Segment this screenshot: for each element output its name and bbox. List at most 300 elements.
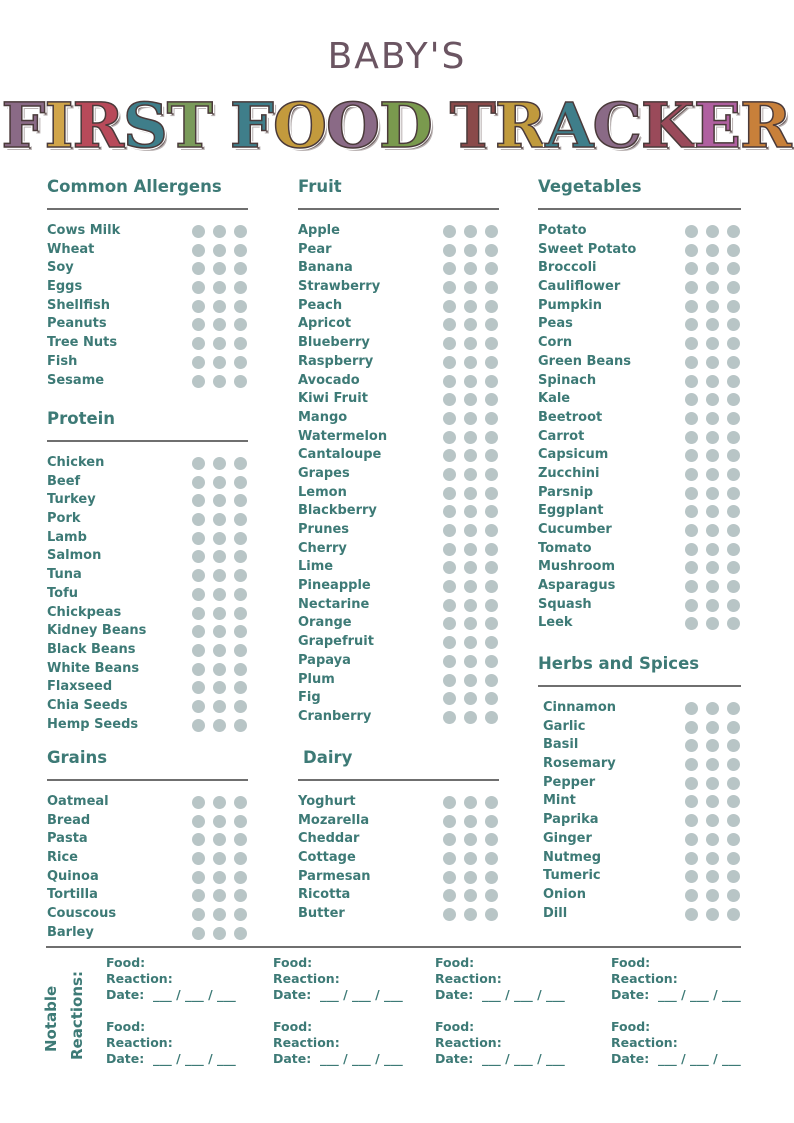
tried-checkbox-1[interactable]	[192, 927, 205, 940]
tried-checkbox-3[interactable]	[485, 796, 498, 809]
tried-checkbox-2[interactable]	[464, 815, 477, 828]
tried-checkbox-1[interactable]	[685, 262, 698, 275]
tried-checkbox-1[interactable]	[192, 719, 205, 732]
tried-checkbox-3[interactable]	[234, 318, 247, 331]
tried-checkbox-3[interactable]	[485, 487, 498, 500]
tried-checkbox-2[interactable]	[464, 711, 477, 724]
tried-checkbox-3[interactable]	[727, 889, 740, 902]
tried-checkbox-1[interactable]	[685, 431, 698, 444]
tried-checkbox-2[interactable]	[464, 636, 477, 649]
tried-checkbox-2[interactable]	[213, 513, 226, 526]
tried-checkbox-1[interactable]	[443, 300, 456, 313]
tried-checkbox-3[interactable]	[485, 281, 498, 294]
tried-checkbox-3[interactable]	[485, 318, 498, 331]
tried-checkbox-3[interactable]	[234, 262, 247, 275]
tried-checkbox-1[interactable]	[685, 580, 698, 593]
tried-checkbox-3[interactable]	[485, 815, 498, 828]
tried-checkbox-2[interactable]	[213, 569, 226, 582]
tried-checkbox-2[interactable]	[213, 815, 226, 828]
tried-checkbox-1[interactable]	[443, 449, 456, 462]
tried-checkbox-1[interactable]	[443, 674, 456, 687]
tried-checkbox-2[interactable]	[213, 796, 226, 809]
tried-checkbox-2[interactable]	[706, 870, 719, 883]
tried-checkbox-2[interactable]	[706, 412, 719, 425]
tried-checkbox-2[interactable]	[706, 599, 719, 612]
tried-checkbox-2[interactable]	[706, 702, 719, 715]
tried-checkbox-3[interactable]	[485, 412, 498, 425]
tried-checkbox-3[interactable]	[234, 476, 247, 489]
tried-checkbox-2[interactable]	[213, 644, 226, 657]
tried-checkbox-1[interactable]	[192, 852, 205, 865]
tried-checkbox-1[interactable]	[443, 505, 456, 518]
tried-checkbox-1[interactable]	[443, 543, 456, 556]
tried-checkbox-2[interactable]	[706, 356, 719, 369]
tried-checkbox-1[interactable]	[443, 796, 456, 809]
tried-checkbox-3[interactable]	[485, 225, 498, 238]
tried-checkbox-1[interactable]	[443, 852, 456, 865]
tried-checkbox-3[interactable]	[234, 871, 247, 884]
tried-checkbox-1[interactable]	[192, 281, 205, 294]
tried-checkbox-2[interactable]	[213, 300, 226, 313]
tried-checkbox-1[interactable]	[443, 711, 456, 724]
tried-checkbox-1[interactable]	[685, 889, 698, 902]
tried-checkbox-1[interactable]	[443, 393, 456, 406]
tried-checkbox-1[interactable]	[443, 561, 456, 574]
tried-checkbox-3[interactable]	[485, 655, 498, 668]
tried-checkbox-1[interactable]	[192, 532, 205, 545]
tried-checkbox-3[interactable]	[234, 663, 247, 676]
tried-checkbox-1[interactable]	[685, 281, 698, 294]
tried-checkbox-2[interactable]	[464, 300, 477, 313]
tried-checkbox-3[interactable]	[727, 356, 740, 369]
tried-checkbox-2[interactable]	[706, 244, 719, 257]
tried-checkbox-3[interactable]	[234, 625, 247, 638]
tried-checkbox-2[interactable]	[213, 375, 226, 388]
tried-checkbox-2[interactable]	[706, 777, 719, 790]
tried-checkbox-2[interactable]	[213, 337, 226, 350]
tried-checkbox-1[interactable]	[685, 487, 698, 500]
tried-checkbox-3[interactable]	[727, 244, 740, 257]
tried-checkbox-3[interactable]	[727, 318, 740, 331]
tried-checkbox-3[interactable]	[727, 599, 740, 612]
tried-checkbox-2[interactable]	[464, 871, 477, 884]
tried-checkbox-3[interactable]	[727, 721, 740, 734]
tried-checkbox-1[interactable]	[685, 908, 698, 921]
tried-checkbox-2[interactable]	[464, 468, 477, 481]
tried-checkbox-1[interactable]	[443, 833, 456, 846]
tried-checkbox-3[interactable]	[727, 468, 740, 481]
tried-checkbox-2[interactable]	[213, 457, 226, 470]
tried-checkbox-2[interactable]	[464, 692, 477, 705]
tried-checkbox-1[interactable]	[192, 569, 205, 582]
tried-checkbox-3[interactable]	[485, 337, 498, 350]
tried-checkbox-1[interactable]	[443, 281, 456, 294]
tried-checkbox-3[interactable]	[727, 225, 740, 238]
tried-checkbox-3[interactable]	[485, 889, 498, 902]
tried-checkbox-3[interactable]	[727, 431, 740, 444]
tried-checkbox-3[interactable]	[485, 711, 498, 724]
tried-checkbox-3[interactable]	[234, 244, 247, 257]
tried-checkbox-3[interactable]	[234, 550, 247, 563]
tried-checkbox-3[interactable]	[234, 815, 247, 828]
tried-checkbox-3[interactable]	[727, 833, 740, 846]
tried-checkbox-3[interactable]	[234, 719, 247, 732]
tried-checkbox-1[interactable]	[685, 599, 698, 612]
tried-checkbox-3[interactable]	[485, 300, 498, 313]
tried-checkbox-1[interactable]	[685, 412, 698, 425]
tried-checkbox-1[interactable]	[443, 487, 456, 500]
tried-checkbox-3[interactable]	[727, 870, 740, 883]
tried-checkbox-2[interactable]	[464, 393, 477, 406]
tried-checkbox-1[interactable]	[685, 833, 698, 846]
tried-checkbox-2[interactable]	[706, 795, 719, 808]
tried-checkbox-1[interactable]	[685, 393, 698, 406]
tried-checkbox-1[interactable]	[192, 262, 205, 275]
tried-checkbox-3[interactable]	[234, 796, 247, 809]
tried-checkbox-2[interactable]	[464, 655, 477, 668]
tried-checkbox-3[interactable]	[234, 644, 247, 657]
tried-checkbox-2[interactable]	[706, 833, 719, 846]
tried-checkbox-2[interactable]	[706, 908, 719, 921]
tried-checkbox-1[interactable]	[443, 524, 456, 537]
tried-checkbox-3[interactable]	[727, 524, 740, 537]
tried-checkbox-2[interactable]	[213, 700, 226, 713]
tried-checkbox-1[interactable]	[443, 889, 456, 902]
tried-checkbox-2[interactable]	[706, 505, 719, 518]
tried-checkbox-1[interactable]	[443, 468, 456, 481]
tried-checkbox-3[interactable]	[485, 468, 498, 481]
tried-checkbox-1[interactable]	[443, 412, 456, 425]
tried-checkbox-2[interactable]	[464, 487, 477, 500]
tried-checkbox-1[interactable]	[192, 663, 205, 676]
tried-checkbox-2[interactable]	[213, 356, 226, 369]
tried-checkbox-1[interactable]	[192, 908, 205, 921]
tried-checkbox-1[interactable]	[192, 588, 205, 601]
tried-checkbox-1[interactable]	[192, 513, 205, 526]
tried-checkbox-3[interactable]	[485, 636, 498, 649]
tried-checkbox-3[interactable]	[485, 852, 498, 865]
tried-checkbox-3[interactable]	[485, 449, 498, 462]
tried-checkbox-2[interactable]	[706, 580, 719, 593]
tried-checkbox-3[interactable]	[485, 580, 498, 593]
tried-checkbox-2[interactable]	[706, 852, 719, 865]
tried-checkbox-2[interactable]	[706, 393, 719, 406]
tried-checkbox-2[interactable]	[464, 852, 477, 865]
tried-checkbox-2[interactable]	[706, 449, 719, 462]
tried-checkbox-2[interactable]	[213, 550, 226, 563]
tried-checkbox-3[interactable]	[727, 561, 740, 574]
tried-checkbox-3[interactable]	[727, 375, 740, 388]
tried-checkbox-2[interactable]	[213, 908, 226, 921]
tried-checkbox-2[interactable]	[464, 543, 477, 556]
tried-checkbox-2[interactable]	[706, 739, 719, 752]
tried-checkbox-3[interactable]	[234, 700, 247, 713]
tried-checkbox-2[interactable]	[706, 721, 719, 734]
tried-checkbox-1[interactable]	[685, 375, 698, 388]
tried-checkbox-1[interactable]	[443, 655, 456, 668]
tried-checkbox-3[interactable]	[485, 561, 498, 574]
tried-checkbox-3[interactable]	[234, 852, 247, 865]
tried-checkbox-3[interactable]	[234, 569, 247, 582]
tried-checkbox-1[interactable]	[443, 692, 456, 705]
tried-checkbox-1[interactable]	[685, 795, 698, 808]
tried-checkbox-1[interactable]	[685, 524, 698, 537]
tried-checkbox-1[interactable]	[192, 871, 205, 884]
tried-checkbox-2[interactable]	[213, 681, 226, 694]
tried-checkbox-3[interactable]	[727, 412, 740, 425]
tried-checkbox-1[interactable]	[192, 550, 205, 563]
tried-checkbox-2[interactable]	[464, 337, 477, 350]
tried-checkbox-3[interactable]	[727, 300, 740, 313]
tried-checkbox-3[interactable]	[727, 908, 740, 921]
tried-checkbox-2[interactable]	[706, 337, 719, 350]
tried-checkbox-1[interactable]	[192, 244, 205, 257]
tried-checkbox-2[interactable]	[213, 318, 226, 331]
tried-checkbox-3[interactable]	[485, 674, 498, 687]
tried-checkbox-3[interactable]	[485, 599, 498, 612]
tried-checkbox-2[interactable]	[706, 758, 719, 771]
tried-checkbox-3[interactable]	[234, 337, 247, 350]
tried-checkbox-2[interactable]	[706, 300, 719, 313]
tried-checkbox-2[interactable]	[464, 449, 477, 462]
tried-checkbox-3[interactable]	[234, 532, 247, 545]
tried-checkbox-2[interactable]	[213, 927, 226, 940]
tried-checkbox-1[interactable]	[685, 300, 698, 313]
tried-checkbox-1[interactable]	[443, 617, 456, 630]
tried-checkbox-3[interactable]	[485, 543, 498, 556]
tried-checkbox-1[interactable]	[685, 758, 698, 771]
tried-checkbox-3[interactable]	[485, 505, 498, 518]
tried-checkbox-2[interactable]	[706, 468, 719, 481]
tried-checkbox-2[interactable]	[213, 625, 226, 638]
tried-checkbox-2[interactable]	[464, 505, 477, 518]
tried-checkbox-1[interactable]	[685, 702, 698, 715]
tried-checkbox-2[interactable]	[706, 889, 719, 902]
tried-checkbox-2[interactable]	[213, 833, 226, 846]
tried-checkbox-3[interactable]	[727, 814, 740, 827]
tried-checkbox-2[interactable]	[464, 431, 477, 444]
tried-checkbox-2[interactable]	[706, 281, 719, 294]
tried-checkbox-1[interactable]	[192, 356, 205, 369]
tried-checkbox-1[interactable]	[443, 908, 456, 921]
tried-checkbox-1[interactable]	[443, 244, 456, 257]
tried-checkbox-3[interactable]	[485, 908, 498, 921]
tried-checkbox-2[interactable]	[464, 356, 477, 369]
tried-checkbox-1[interactable]	[443, 636, 456, 649]
tried-checkbox-1[interactable]	[443, 580, 456, 593]
tried-checkbox-1[interactable]	[443, 337, 456, 350]
tried-checkbox-1[interactable]	[192, 625, 205, 638]
tried-checkbox-3[interactable]	[727, 337, 740, 350]
tried-checkbox-2[interactable]	[213, 871, 226, 884]
tried-checkbox-2[interactable]	[464, 412, 477, 425]
tried-checkbox-3[interactable]	[727, 393, 740, 406]
tried-checkbox-2[interactable]	[464, 908, 477, 921]
tried-checkbox-3[interactable]	[727, 505, 740, 518]
tried-checkbox-1[interactable]	[685, 449, 698, 462]
tried-checkbox-2[interactable]	[706, 431, 719, 444]
tried-checkbox-3[interactable]	[727, 543, 740, 556]
tried-checkbox-3[interactable]	[234, 513, 247, 526]
tried-checkbox-1[interactable]	[192, 457, 205, 470]
tried-checkbox-2[interactable]	[213, 532, 226, 545]
tried-checkbox-3[interactable]	[234, 225, 247, 238]
tried-checkbox-1[interactable]	[685, 721, 698, 734]
tried-checkbox-3[interactable]	[485, 431, 498, 444]
tried-checkbox-3[interactable]	[727, 617, 740, 630]
tried-checkbox-2[interactable]	[464, 375, 477, 388]
tried-checkbox-3[interactable]	[234, 927, 247, 940]
tried-checkbox-2[interactable]	[706, 318, 719, 331]
tried-checkbox-1[interactable]	[192, 607, 205, 620]
tried-checkbox-1[interactable]	[192, 225, 205, 238]
tried-checkbox-3[interactable]	[234, 375, 247, 388]
tried-checkbox-1[interactable]	[685, 739, 698, 752]
tried-checkbox-3[interactable]	[485, 356, 498, 369]
tried-checkbox-2[interactable]	[706, 543, 719, 556]
tried-checkbox-2[interactable]	[464, 524, 477, 537]
tried-checkbox-3[interactable]	[234, 681, 247, 694]
tried-checkbox-1[interactable]	[443, 262, 456, 275]
tried-checkbox-2[interactable]	[213, 244, 226, 257]
tried-checkbox-1[interactable]	[685, 505, 698, 518]
tried-checkbox-1[interactable]	[685, 337, 698, 350]
tried-checkbox-1[interactable]	[192, 681, 205, 694]
tried-checkbox-1[interactable]	[685, 617, 698, 630]
tried-checkbox-2[interactable]	[464, 599, 477, 612]
tried-checkbox-3[interactable]	[727, 852, 740, 865]
tried-checkbox-2[interactable]	[464, 561, 477, 574]
tried-checkbox-1[interactable]	[685, 318, 698, 331]
tried-checkbox-2[interactable]	[213, 663, 226, 676]
tried-checkbox-1[interactable]	[443, 318, 456, 331]
tried-checkbox-1[interactable]	[192, 796, 205, 809]
tried-checkbox-2[interactable]	[464, 889, 477, 902]
tried-checkbox-1[interactable]	[685, 870, 698, 883]
tried-checkbox-1[interactable]	[192, 300, 205, 313]
tried-checkbox-2[interactable]	[706, 617, 719, 630]
tried-checkbox-2[interactable]	[464, 225, 477, 238]
tried-checkbox-2[interactable]	[706, 524, 719, 537]
tried-checkbox-3[interactable]	[485, 262, 498, 275]
tried-checkbox-1[interactable]	[192, 318, 205, 331]
tried-checkbox-1[interactable]	[685, 543, 698, 556]
tried-checkbox-2[interactable]	[464, 580, 477, 593]
tried-checkbox-3[interactable]	[485, 524, 498, 537]
tried-checkbox-1[interactable]	[192, 644, 205, 657]
tried-checkbox-1[interactable]	[685, 244, 698, 257]
tried-checkbox-1[interactable]	[685, 356, 698, 369]
tried-checkbox-2[interactable]	[213, 607, 226, 620]
tried-checkbox-3[interactable]	[727, 795, 740, 808]
tried-checkbox-1[interactable]	[192, 700, 205, 713]
tried-checkbox-3[interactable]	[234, 356, 247, 369]
tried-checkbox-1[interactable]	[192, 476, 205, 489]
tried-checkbox-3[interactable]	[234, 588, 247, 601]
tried-checkbox-3[interactable]	[727, 777, 740, 790]
tried-checkbox-3[interactable]	[234, 833, 247, 846]
tried-checkbox-3[interactable]	[485, 692, 498, 705]
tried-checkbox-3[interactable]	[727, 702, 740, 715]
tried-checkbox-1[interactable]	[443, 356, 456, 369]
tried-checkbox-1[interactable]	[685, 225, 698, 238]
tried-checkbox-1[interactable]	[685, 468, 698, 481]
tried-checkbox-3[interactable]	[727, 580, 740, 593]
tried-checkbox-2[interactable]	[213, 225, 226, 238]
tried-checkbox-2[interactable]	[213, 889, 226, 902]
tried-checkbox-1[interactable]	[685, 561, 698, 574]
tried-checkbox-3[interactable]	[234, 607, 247, 620]
tried-checkbox-2[interactable]	[464, 244, 477, 257]
tried-checkbox-2[interactable]	[706, 561, 719, 574]
tried-checkbox-3[interactable]	[234, 457, 247, 470]
tried-checkbox-2[interactable]	[706, 487, 719, 500]
tried-checkbox-3[interactable]	[234, 300, 247, 313]
tried-checkbox-3[interactable]	[485, 375, 498, 388]
tried-checkbox-3[interactable]	[727, 262, 740, 275]
tried-checkbox-2[interactable]	[213, 719, 226, 732]
tried-checkbox-2[interactable]	[706, 225, 719, 238]
tried-checkbox-1[interactable]	[685, 777, 698, 790]
tried-checkbox-2[interactable]	[706, 814, 719, 827]
tried-checkbox-3[interactable]	[727, 449, 740, 462]
tried-checkbox-1[interactable]	[685, 814, 698, 827]
tried-checkbox-3[interactable]	[234, 908, 247, 921]
tried-checkbox-1[interactable]	[192, 494, 205, 507]
tried-checkbox-2[interactable]	[706, 375, 719, 388]
tried-checkbox-2[interactable]	[213, 262, 226, 275]
tried-checkbox-2[interactable]	[213, 852, 226, 865]
tried-checkbox-3[interactable]	[727, 487, 740, 500]
tried-checkbox-1[interactable]	[443, 431, 456, 444]
tried-checkbox-3[interactable]	[485, 617, 498, 630]
tried-checkbox-3[interactable]	[234, 494, 247, 507]
tried-checkbox-1[interactable]	[192, 889, 205, 902]
tried-checkbox-1[interactable]	[685, 852, 698, 865]
tried-checkbox-3[interactable]	[485, 393, 498, 406]
tried-checkbox-3[interactable]	[727, 281, 740, 294]
tried-checkbox-2[interactable]	[213, 476, 226, 489]
tried-checkbox-3[interactable]	[727, 739, 740, 752]
tried-checkbox-2[interactable]	[213, 494, 226, 507]
tried-checkbox-2[interactable]	[464, 318, 477, 331]
tried-checkbox-3[interactable]	[485, 833, 498, 846]
tried-checkbox-2[interactable]	[464, 833, 477, 846]
tried-checkbox-1[interactable]	[192, 815, 205, 828]
tried-checkbox-1[interactable]	[443, 599, 456, 612]
tried-checkbox-2[interactable]	[464, 674, 477, 687]
tried-checkbox-1[interactable]	[443, 815, 456, 828]
tried-checkbox-1[interactable]	[443, 871, 456, 884]
tried-checkbox-1[interactable]	[443, 225, 456, 238]
tried-checkbox-2[interactable]	[464, 262, 477, 275]
tried-checkbox-2[interactable]	[706, 262, 719, 275]
tried-checkbox-2[interactable]	[213, 588, 226, 601]
tried-checkbox-3[interactable]	[485, 244, 498, 257]
tried-checkbox-3[interactable]	[234, 281, 247, 294]
tried-checkbox-1[interactable]	[443, 375, 456, 388]
tried-checkbox-1[interactable]	[192, 375, 205, 388]
tried-checkbox-2[interactable]	[464, 281, 477, 294]
tried-checkbox-2[interactable]	[464, 796, 477, 809]
tried-checkbox-1[interactable]	[192, 833, 205, 846]
tried-checkbox-3[interactable]	[234, 889, 247, 902]
tried-checkbox-3[interactable]	[727, 758, 740, 771]
tried-checkbox-3[interactable]	[485, 871, 498, 884]
tried-checkbox-2[interactable]	[464, 617, 477, 630]
tried-checkbox-2[interactable]	[213, 281, 226, 294]
tried-checkbox-1[interactable]	[192, 337, 205, 350]
